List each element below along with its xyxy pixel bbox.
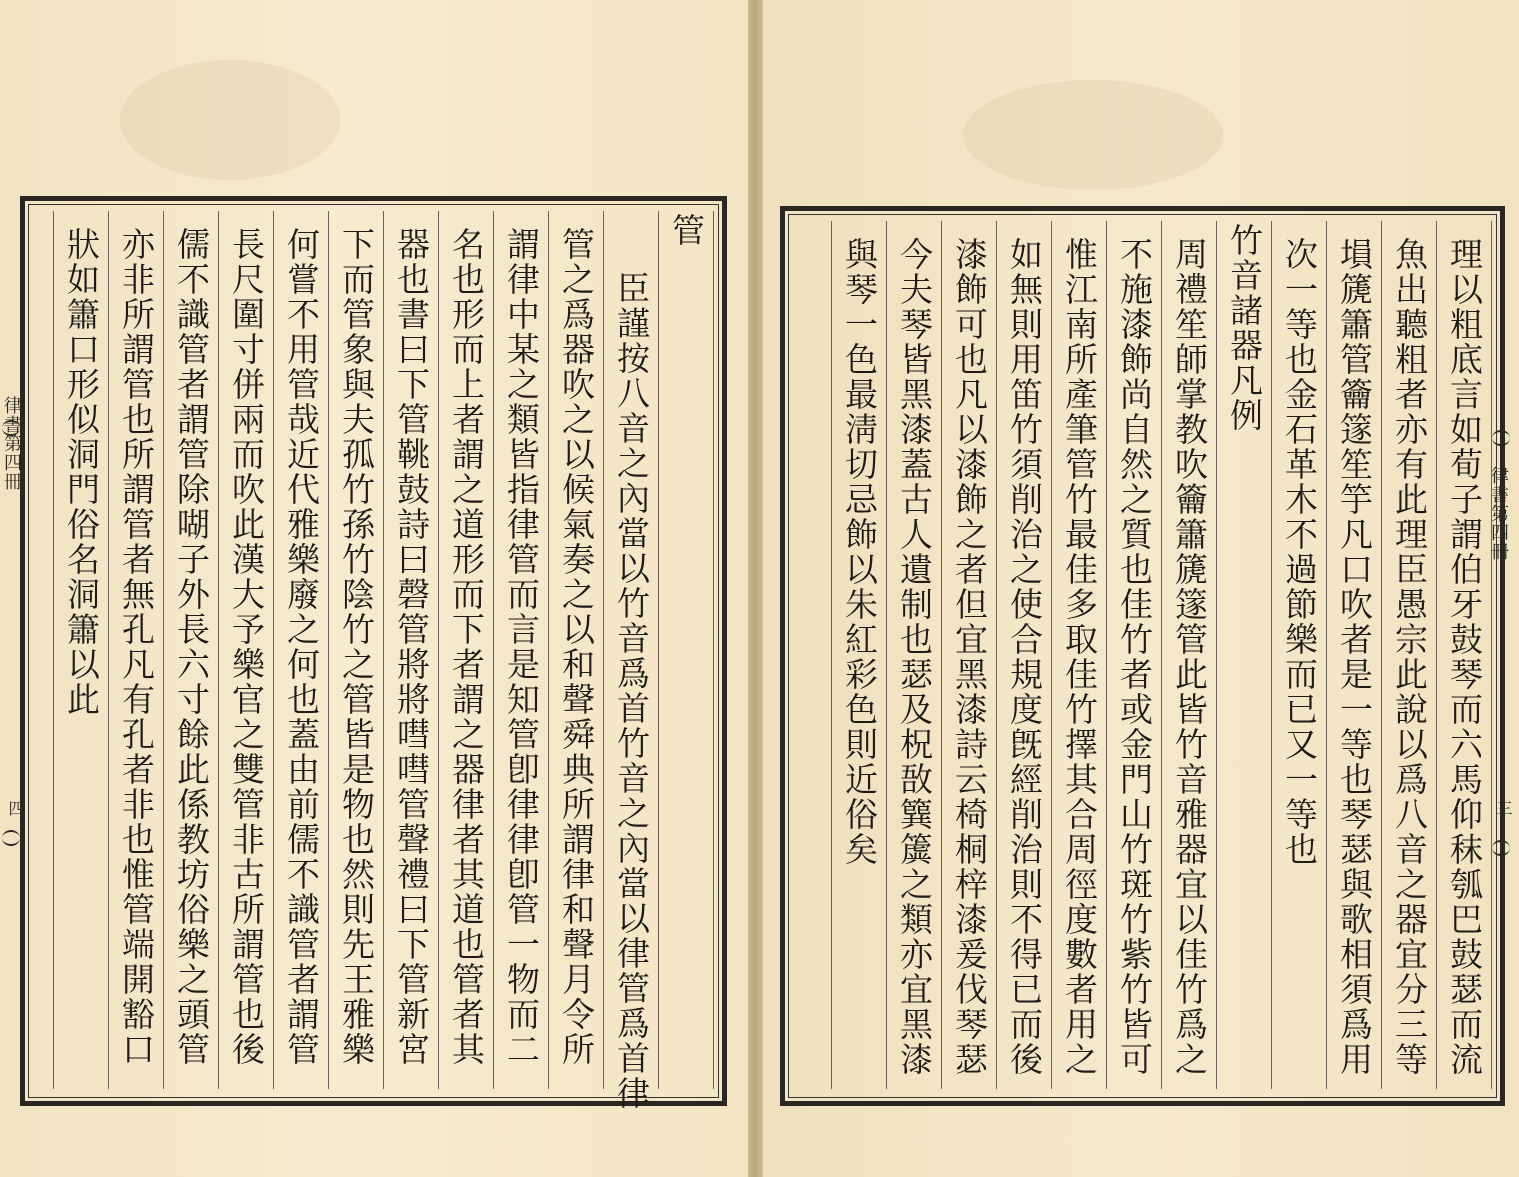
section-title: 竹音諸器凡例 (1225, 223, 1264, 433)
text-column (1216, 221, 1271, 1089)
text-column (328, 211, 383, 1089)
paper-stain (120, 60, 340, 180)
fishtail-mark (1492, 430, 1510, 446)
fishtail-mark (2, 420, 20, 436)
text-column (273, 211, 328, 1089)
page-number: 三 (1494, 800, 1513, 816)
text-column (941, 221, 996, 1089)
text-column (548, 211, 603, 1089)
column-text: 今夫琴皆黑漆蓋古人遺制也瑟及柷敔簨簴之類亦宜黑漆 (895, 237, 934, 1077)
text-column (1381, 221, 1436, 1089)
text-column (1106, 221, 1161, 1089)
text-column (658, 211, 714, 1089)
column-text: 儒不識管者謂管除㗅子外長六寸餘此係教坊俗樂之頭管 (172, 227, 211, 1067)
left-text-frame (20, 196, 727, 1111)
text-column (163, 211, 218, 1089)
column-text: 長尺圍寸併兩而吹此漢大予樂官之雙管非古所謂管也後 (227, 227, 266, 1067)
column-text: 不施漆飾尚自然之質也佳竹者或金門山竹斑竹紫竹皆可 (1115, 237, 1154, 1077)
left-text-columns (33, 211, 714, 1111)
column-text: 何嘗不用管哉近代雅樂廢之何也蓋由前儒不識管者謂管 (282, 227, 321, 1067)
column-text: 器也書曰下管鞉鼓詩曰磬管將將嘒嘒管聲禮曰下管新宮 (392, 227, 431, 1067)
paper-stain (963, 80, 1223, 190)
column-text: 魚出聽粗者亦有此理臣愚宗此說以爲八音之器宜分三等 (1390, 237, 1429, 1077)
column-text: 亦非所謂管也所謂管者無孔凡有孔者非也惟管端開豁口 (117, 227, 156, 1067)
fishtail-mark (2, 830, 20, 846)
column-text: 如無則用笛竹須削治之使合規度旣經削治則不得已而後 (1005, 237, 1044, 1077)
column-text: 謂律中某之類皆指律管而言是知管卽律律卽管一物而二 (502, 227, 541, 1067)
column-text: 理以粗底言如荀子謂伯牙鼓琴而六馬仰秣瓠巴鼓瑟而流 (1445, 237, 1484, 1077)
text-column (996, 221, 1051, 1089)
text-column (603, 211, 658, 1111)
column-text: 狀如簫口形似洞門俗名洞簫以此 (62, 227, 101, 717)
column-text: 臣謹按八音之內當以竹音爲首竹音之內當以律管爲首律 (612, 271, 651, 1111)
right-margin-strip (1487, 206, 1509, 1096)
text-column (218, 211, 273, 1089)
text-column (53, 211, 108, 1089)
column-text: 次一等也金石革木不過節樂而已又一等也 (1280, 237, 1319, 867)
column-text: 管之爲器吹之以候氣奏之以和聲舜典所謂律和聲月令所 (557, 227, 596, 1067)
column-text: 周禮笙師掌教吹籥簫篪篴管此皆竹音雅器宜以佳竹爲之 (1170, 237, 1209, 1077)
text-column (1436, 221, 1492, 1089)
text-column (438, 211, 493, 1089)
column-text: 塤篪簫管籥篴笙竽凡口吹者是一等也琴瑟與歌相須爲用 (1335, 237, 1374, 1077)
margin-label: 律書第四冊 (1, 396, 22, 491)
right-text-frame (780, 206, 1505, 1106)
fishtail-mark (1492, 840, 1510, 856)
text-column (831, 221, 886, 1089)
column-text: 名也形而上者謂之道形而下者謂之器律者其道也管者其 (447, 227, 486, 1067)
section-title: 管 (667, 213, 706, 248)
text-column (886, 221, 941, 1089)
page-number: 四 (6, 800, 25, 816)
text-column (108, 211, 163, 1089)
book-gutter (748, 0, 763, 1177)
column-text: 惟江南所產筆管竹最佳多取佳竹擇其合周徑度數者用之 (1060, 237, 1099, 1077)
column-text: 下而管象與夫孤竹孫竹陰竹之管皆是物也然則先王雅樂 (337, 227, 376, 1067)
text-column (1051, 221, 1106, 1089)
column-text: 漆飾可也凡以漆飾之者但宜黑漆詩云椅桐梓漆爰伐琴瑟 (950, 237, 989, 1077)
text-column (1271, 221, 1326, 1089)
text-column (1161, 221, 1216, 1089)
left-margin-strip (0, 196, 22, 1096)
column-text: 與琴一色最淸切忌飾以朱紅彩色則近俗矣 (840, 237, 879, 867)
text-column (383, 211, 438, 1089)
text-column (1326, 221, 1381, 1089)
text-column (493, 211, 548, 1089)
right-text-columns (793, 221, 1492, 1089)
margin-label: 律書第四冊 (1488, 466, 1509, 561)
